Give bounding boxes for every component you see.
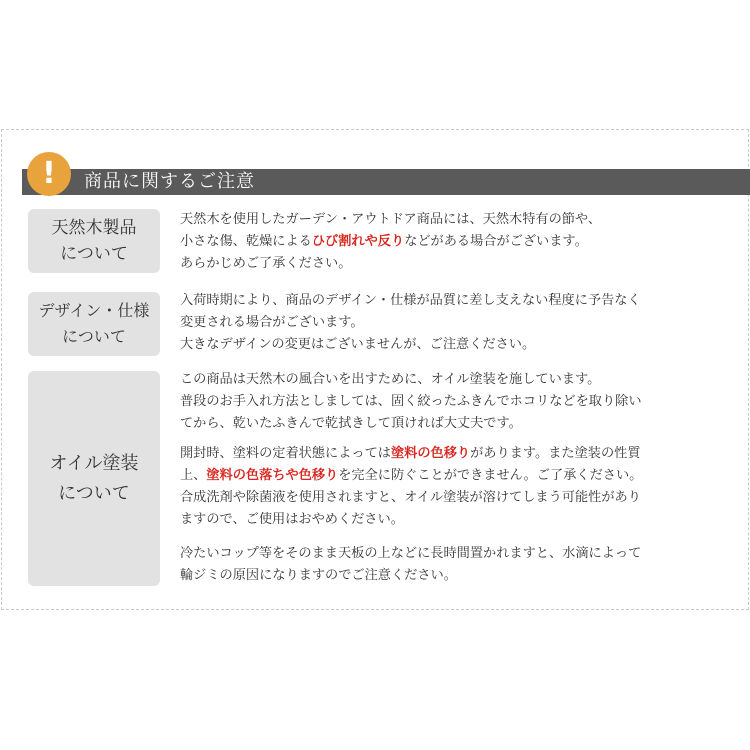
label-line: オイル塗装 xyxy=(49,452,139,474)
emphasis-text: 塗料の色落ちや色移り xyxy=(206,468,339,483)
text-run: 上、 xyxy=(180,468,207,483)
label-oil-finish xyxy=(28,371,160,586)
text-run: などがある場合がございます。 xyxy=(404,234,588,249)
text-line xyxy=(180,465,740,487)
paragraph-oil-water-rings xyxy=(180,543,740,587)
text-line xyxy=(180,487,740,509)
text-line xyxy=(180,509,740,531)
text-line xyxy=(180,209,740,231)
text-run: 入荷時期により、商品のデザイン・仕様が品質に差し支えない程度に予告なく xyxy=(180,293,641,308)
text-run: 開封時、塗料の定着状態によっては xyxy=(180,446,391,461)
text-run: 変更される場合がございます。 xyxy=(180,315,364,330)
text-line xyxy=(180,369,740,391)
text-run: があります。また塗装の性質 xyxy=(470,446,641,461)
label-line: デザイン・仕様 xyxy=(38,301,150,320)
exclamation-icon: ! xyxy=(27,152,71,196)
text-run: を完全に防ぐことができません。ご了承ください。 xyxy=(338,468,643,483)
text-line xyxy=(180,312,740,334)
text-run: あらかじめご了承ください。 xyxy=(180,256,352,271)
text-run: ますので、ご使用はおやめください。 xyxy=(180,512,404,527)
text-run: 普段のお手入れ方法としましては、固く絞ったふきんでホコリなどを取り除い xyxy=(180,394,642,409)
paragraph-oil-color-transfer xyxy=(180,443,740,531)
text-line xyxy=(180,290,740,312)
text-line xyxy=(180,413,740,435)
text-line xyxy=(180,253,740,275)
text-run: この商品は天然木の風合いを出すために、オイル塗装を施しています。 xyxy=(180,372,601,387)
text-run: 合成洗剤や除菌液を使用されますと、オイル塗装が溶けてしまう可能性があり xyxy=(180,490,641,505)
text-line xyxy=(180,565,740,587)
paragraph-oil-care xyxy=(180,369,740,435)
text-run: 天然木を使用したガーデン・アウトドア商品には、天然木特有の節や、 xyxy=(180,212,602,227)
label-line: について xyxy=(60,244,128,264)
emphasis-text: ひび割れや反り xyxy=(311,234,405,249)
paragraph-design-spec xyxy=(180,290,740,356)
text-run: 輪ジミの原因になりますのでご注意ください。 xyxy=(180,568,457,583)
text-line xyxy=(180,231,740,253)
label-line: 天然木製品 xyxy=(51,218,137,238)
label-line: について xyxy=(62,327,126,346)
label-line: について xyxy=(58,482,130,504)
text-line xyxy=(180,443,740,465)
text-line xyxy=(180,543,740,565)
text-run: 冷たいコップ等をそのまま天板の上などに長時間置かれますと、水滴によって xyxy=(180,546,642,561)
notice-header-bar xyxy=(22,169,750,195)
label-design-spec xyxy=(28,292,160,356)
paragraph-natural-wood xyxy=(180,209,740,275)
text-run: 小さな傷、乾燥による xyxy=(180,234,312,249)
text-line xyxy=(180,334,740,356)
text-line xyxy=(180,391,740,413)
label-natural-wood xyxy=(28,209,160,273)
notice-title: 商品に関するご注意 xyxy=(84,171,255,192)
text-run: てから、乾いたふきんで乾拭きして頂ければ大丈夫です。 xyxy=(180,416,522,431)
emphasis-text: 塗料の色移り xyxy=(391,446,471,461)
text-run: 大きなデザインの変更はございませんが、ご注意ください。 xyxy=(180,337,536,352)
